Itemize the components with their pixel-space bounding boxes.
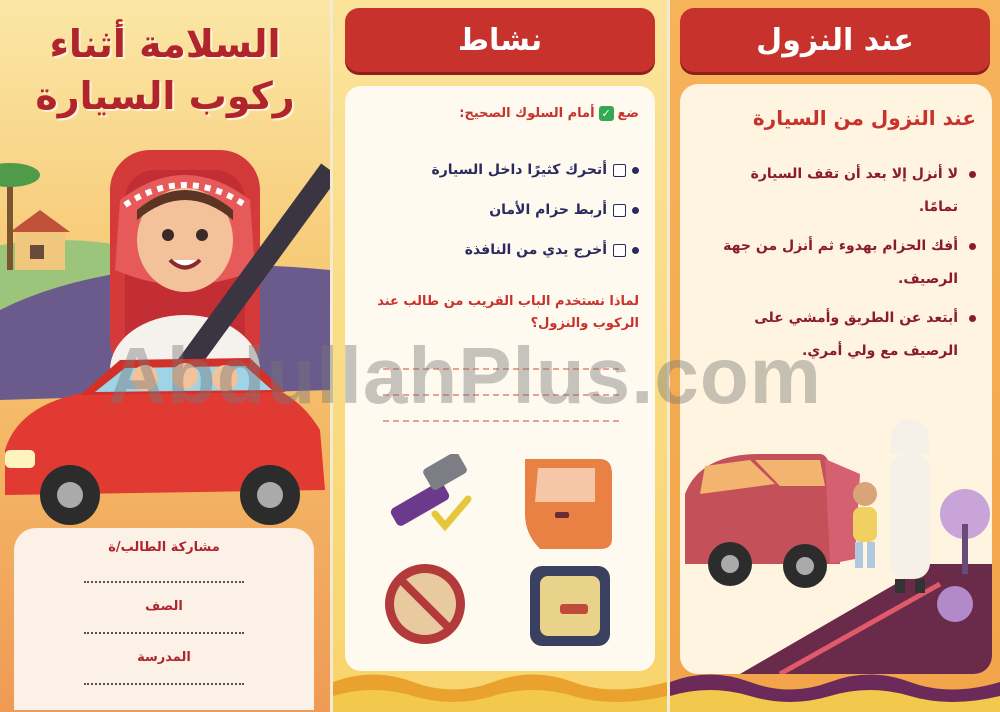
watermark-text: AbdullahPlus.com — [108, 331, 822, 420]
check-icon: ✓ — [599, 106, 614, 121]
exit-subtitle: عند النزول من السيارة — [752, 106, 976, 130]
exit-item-label: لا أنزل إلا بعد أن تقف السيارة تمامًا. — [750, 166, 958, 215]
bullet-icon — [632, 167, 639, 174]
checkbox[interactable] — [613, 244, 626, 257]
grade-field[interactable] — [84, 624, 244, 634]
safety-icons-grid — [380, 454, 620, 654]
activity-item-label: أربط حزام الأمان — [489, 202, 607, 218]
activity-item-label: أتحرك كثيرًا داخل السيارة — [431, 162, 607, 178]
participant-form — [14, 528, 314, 710]
car-door-icon — [525, 459, 612, 549]
list-item — [369, 230, 639, 270]
activity-list — [369, 150, 639, 270]
list-item — [369, 190, 639, 230]
door-handle-icon — [530, 566, 610, 646]
list-item — [723, 230, 978, 296]
bullet-icon — [632, 247, 639, 254]
cover-title — [0, 18, 330, 122]
exit-header: عند النزول — [680, 8, 990, 72]
checkbox[interactable] — [613, 164, 626, 177]
participant-field[interactable] — [84, 573, 244, 583]
list-item — [369, 150, 639, 190]
activity-header: نشاط — [345, 8, 655, 72]
checkbox[interactable] — [613, 204, 626, 217]
cover-title-line2: ركوب السيارة — [35, 74, 295, 118]
exit-item-label: أفك الحزام بهدوء ثم أنزل من جهة الرصيف. — [723, 238, 958, 287]
bullet-icon — [969, 243, 976, 250]
no-hand-out-window-icon — [385, 564, 465, 644]
family-exiting-car-illustration — [680, 414, 992, 674]
decorative-wave — [333, 662, 667, 712]
instruction-prefix: ضع — [617, 106, 639, 121]
decorative-wave — [670, 662, 1000, 712]
bullet-icon — [969, 315, 976, 322]
exit-item-label: أبتعد عن الطريق وأمشي على الرصيف مع ولي أمري. — [754, 310, 958, 359]
list-item — [723, 158, 978, 224]
activity-instruction — [459, 106, 639, 121]
activity-item-label: أخرج يدي من النافذة — [464, 242, 607, 258]
school-label: المدرسة — [137, 650, 191, 665]
activity-question: لماذا نستخدم الباب القريب من طالب عند الركوب والنزول؟ — [377, 294, 639, 331]
seatbelt-icon — [389, 454, 468, 528]
participant-label: مشاركة الطالب/ة — [108, 540, 220, 555]
bullet-icon — [632, 207, 639, 214]
instruction-suffix: أمام السلوك الصحيح: — [459, 106, 595, 121]
cover-title-line1: السلامة أثناء — [49, 22, 281, 66]
grade-label: الصف — [145, 599, 183, 614]
bullet-icon — [969, 171, 976, 178]
school-field[interactable] — [84, 675, 244, 685]
